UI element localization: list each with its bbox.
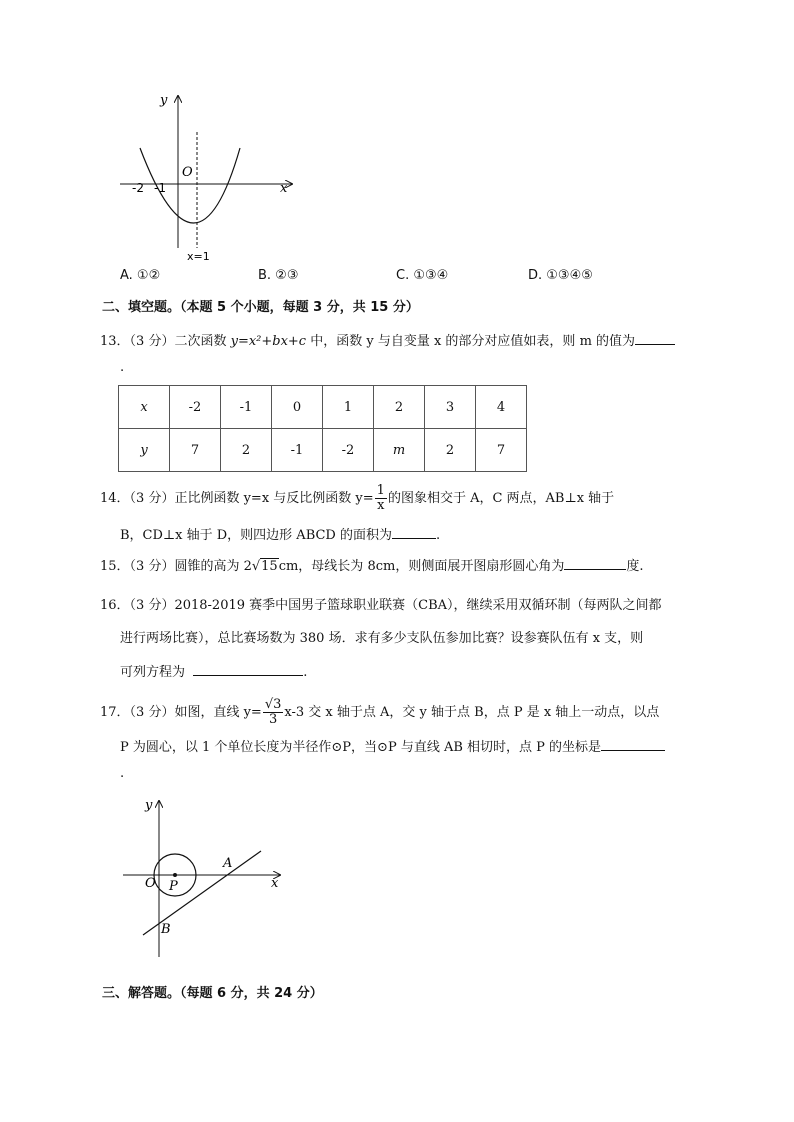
answer-blank <box>635 330 675 345</box>
choice-c: C. ①③④ <box>396 268 449 283</box>
choice-d: D. ①③④⑤ <box>528 268 593 283</box>
point-p-dot <box>173 873 177 877</box>
table-row <box>119 429 527 472</box>
circle-line-figure <box>115 795 295 965</box>
table-header-x: x <box>119 386 170 429</box>
question-number: 17． <box>100 705 130 720</box>
table-cell: m <box>374 429 425 472</box>
question-number: 14． <box>100 491 130 506</box>
table-cell: 0 <box>272 386 323 429</box>
question-number: 13． <box>100 334 130 349</box>
question-14: 14．（3 分）正比例函数 y=x 与反比例函数 y= $\frac{1}{x}$ 的图象相交于 A，C 两点，AB⊥x 轴于 <box>100 483 615 513</box>
table-cell: 3 <box>425 386 476 429</box>
x-axis-label: x <box>280 181 288 196</box>
fraction: $\frac{1}{x}$ <box>376 483 385 513</box>
question-13: 13．（3 分）二次函数 y=x²+bx+c 中，函数 y 与自变量 x 的部分对应值如表，则 m 的值为 <box>100 330 675 352</box>
table-cell: 2 <box>374 386 425 429</box>
question-17: 17．（3 分）如图，直线 y= $\frac{√3}{3}$ x-3 交 x 轴于点 A，交 y 轴于点 B，点 P 是 x 轴上一动点，以点 <box>100 697 660 727</box>
origin-label: O <box>145 876 156 891</box>
answer-blank <box>392 524 436 539</box>
question-score: （3 分） <box>129 334 175 349</box>
section-3-title: 三、解答题。（每题 6 分，共 24 分） <box>102 986 323 1001</box>
question-15: 15．（3 分）圆锥的高为 2√15cm，母线长为 8cm，则侧面展开图扇形圆心角为 度. <box>100 555 643 577</box>
q17-end: . <box>120 766 125 781</box>
tick-label-neg2: -2 <box>132 181 144 195</box>
question-16: 16．（3 分）2018-2019 赛季中国男子篮球职业联赛（CBA），继续采用双循环制（每两队之间都 <box>100 598 662 613</box>
fraction: $\frac{√3}{3}$ <box>264 697 282 727</box>
question-score: （3 分） <box>129 705 175 720</box>
origin-label: O <box>182 165 193 180</box>
question-score: （3 分） <box>129 559 175 574</box>
question-score: （3 分） <box>129 491 175 506</box>
parabola-figure <box>110 88 310 263</box>
table-cell: 7 <box>476 429 527 472</box>
question-score: （3 分） <box>129 598 175 613</box>
question-16-line3: 可列方程为 . <box>120 661 307 683</box>
table-cell: 2 <box>221 429 272 472</box>
table-cell: 4 <box>476 386 527 429</box>
choice-b: B. ②③ <box>258 268 299 283</box>
answer-blank <box>193 661 303 676</box>
y-axis-label: y <box>145 798 153 813</box>
x-axis-label: x <box>271 876 279 891</box>
answer-blank <box>564 555 626 570</box>
table-cell: -1 <box>221 386 272 429</box>
question-number: 15． <box>100 559 130 574</box>
question-number: 16． <box>100 598 130 613</box>
table-cell: 2 <box>425 429 476 472</box>
point-a-label: A <box>223 856 233 871</box>
table-cell: 1 <box>323 386 374 429</box>
tick-label-neg1: -1 <box>154 181 166 195</box>
point-p-label: P <box>169 879 178 894</box>
table-cell: -2 <box>323 429 374 472</box>
value-table <box>118 385 527 472</box>
question-17-line2: P 为圆心，以 1 个单位长度为半径作⊙P，当⊙P 与直线 AB 相切时，点 P 的坐标是 <box>120 736 665 758</box>
sqrt-value: 15 <box>261 559 278 574</box>
table-cell: -2 <box>170 386 221 429</box>
section-2-title: 二、填空题。（本题 5 个小题，每题 3 分，共 15 分） <box>102 300 419 315</box>
choice-a: A. ①② <box>120 268 161 283</box>
q13-end: . <box>120 360 125 375</box>
question-14-line2: B，CD⊥x 轴于 D，则四边形 ABCD 的面积为 . <box>120 524 440 546</box>
table-cell: 7 <box>170 429 221 472</box>
table-cell: -1 <box>272 429 323 472</box>
y-axis-label: y <box>160 93 168 108</box>
sqrt-sign: √ <box>251 559 261 574</box>
symmetry-axis-label: x=1 <box>187 250 210 263</box>
question-16-line2: 进行两场比赛），总比赛场数为 380 场．求有多少支队伍参加比赛？设参赛队伍有 x 支，则 <box>120 631 644 646</box>
formula: y=x²+bx+c <box>230 334 307 349</box>
answer-blank <box>601 736 665 751</box>
table-row <box>119 386 527 429</box>
table-header-y: y <box>119 429 170 472</box>
point-b-label: B <box>161 922 171 937</box>
